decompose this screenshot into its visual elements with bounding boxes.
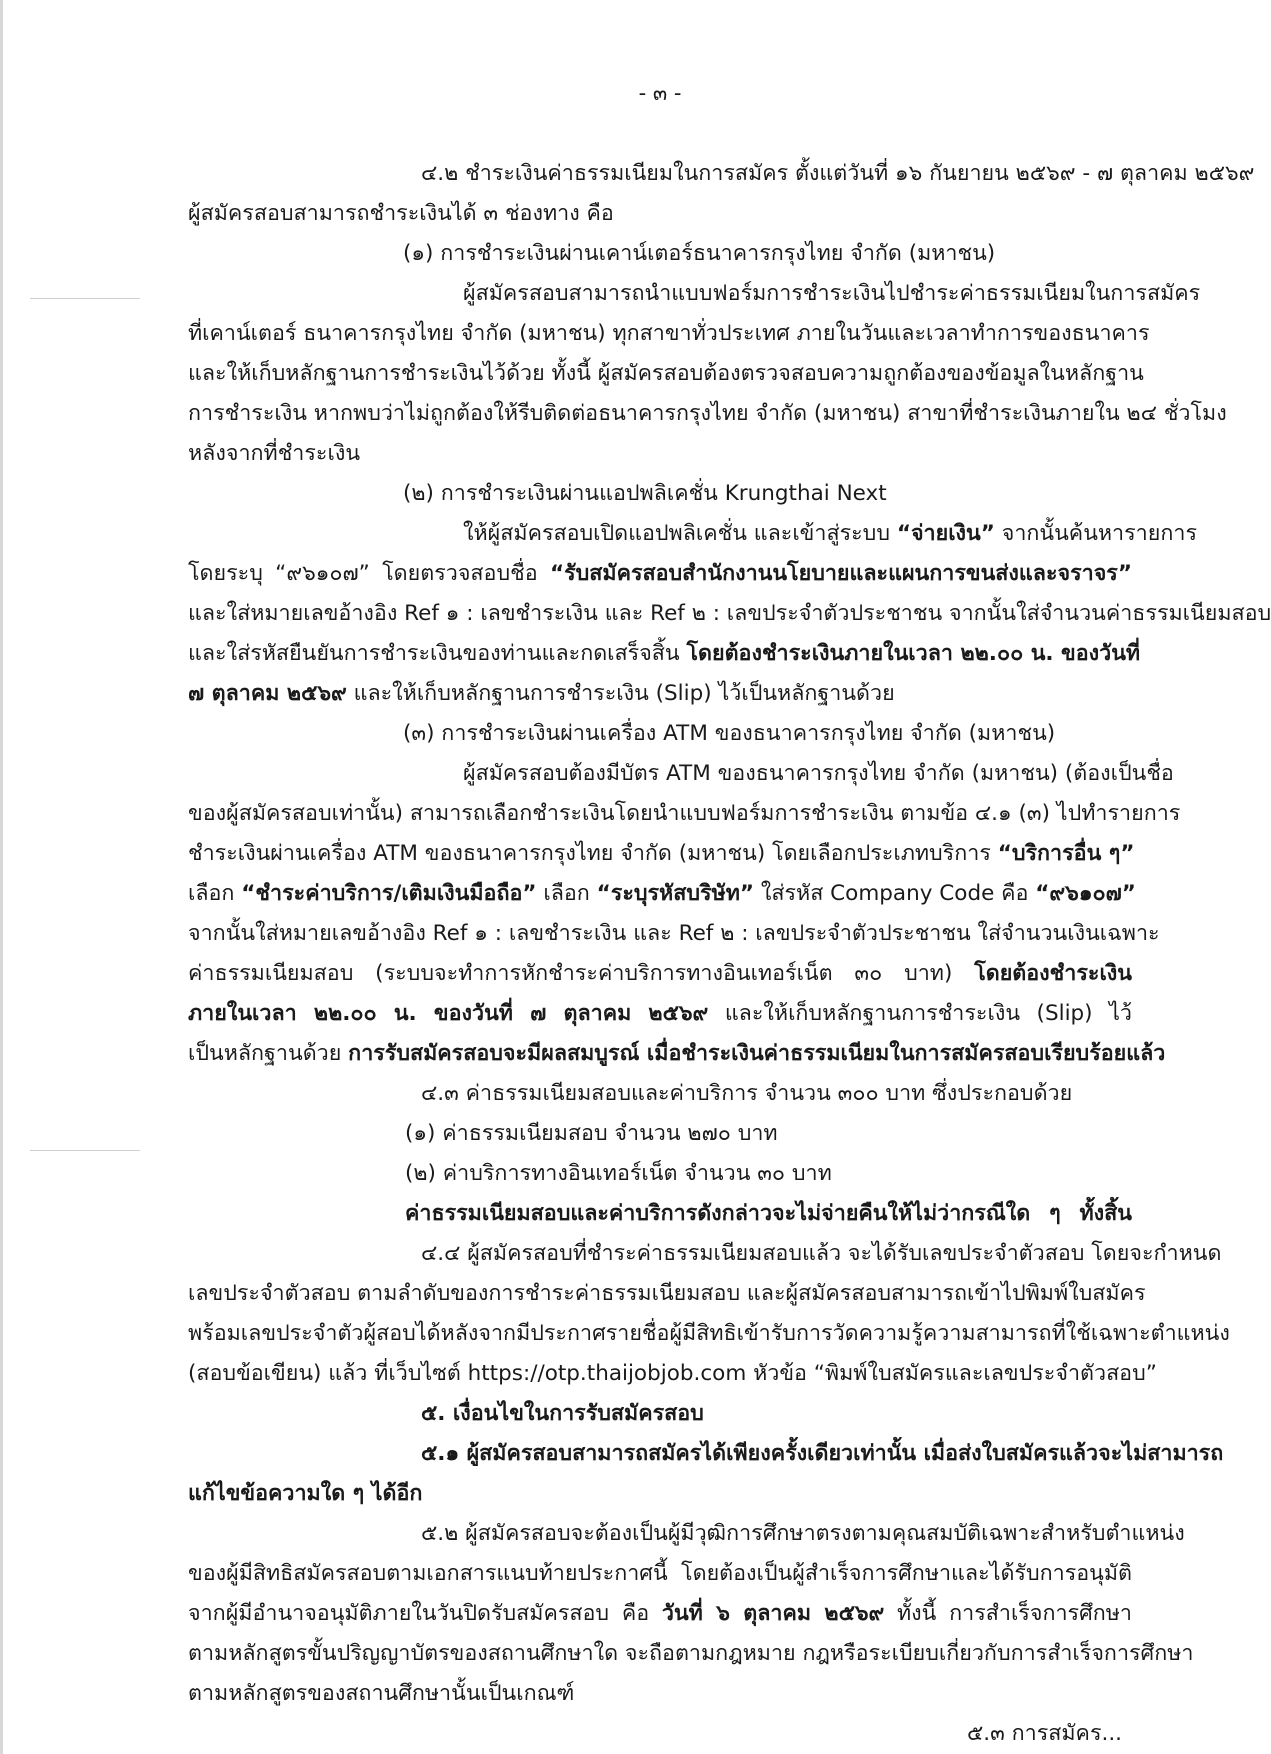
document-body bbox=[188, 154, 1271, 1754]
scan-edge bbox=[0, 0, 3, 1754]
text-segment: หลังจากที่ชำระเงิน bbox=[188, 441, 361, 466]
text-line bbox=[188, 434, 1132, 474]
text-line bbox=[188, 1194, 1132, 1234]
text-segment: จากผู้มีอำนาจอนุมัติภายในวันปิดรับสมัครสอบ คือ bbox=[188, 1601, 662, 1626]
text-line bbox=[188, 1034, 1166, 1074]
text-line bbox=[188, 154, 1255, 194]
text-segment: ๗ ตุลาคม ๒๕๖๙ bbox=[188, 681, 347, 706]
text-line bbox=[188, 1354, 1157, 1394]
text-line bbox=[188, 394, 1227, 434]
text-line bbox=[188, 1314, 1230, 1354]
text-segment: ภายในเวลา ๒๒.๐๐ น. ของวันที่ ๗ ตุลาคม ๒๕๖๙ bbox=[188, 1001, 709, 1026]
text-segment: ๕.๒ ผู้สมัครสอบจะต้องเป็นผู้มีวุฒิการศึกษาตรงตามคุณสมบัติเฉพาะสำหรับตำแหน่ง bbox=[421, 1521, 1185, 1546]
text-line bbox=[188, 594, 1271, 634]
text-line bbox=[188, 874, 1136, 914]
text-segment: โดยต้องชำระเงินภายในเวลา ๒๒.๐๐ น. ของวันที่ bbox=[686, 641, 1141, 666]
text-line bbox=[188, 314, 1150, 354]
text-line bbox=[188, 674, 1132, 714]
text-segment: วันที่ ๖ ตุลาคม ๒๕๖๙ bbox=[661, 1601, 885, 1626]
text-line bbox=[188, 1594, 1132, 1634]
text-segment: แก้ไขข้อความใด ๆ ได้อีก bbox=[188, 1481, 423, 1506]
text-segment: การชำระเงิน หากพบว่าไม่ถูกต้องให้รีบติดต่อธนาคารกรุงไทย จำกัด (มหาชน) สาขาที่ชำระเงินภายใน ๒๔ ชั่วโมง bbox=[188, 401, 1227, 426]
text-line bbox=[188, 194, 1132, 234]
text-line bbox=[188, 914, 1160, 954]
text-segment: (๒) การชำระเงินผ่านแอปพลิเคชั่น Krungthai Next bbox=[403, 481, 887, 506]
text-segment: ผู้สมัครสอบต้องมีบัตร ATM ของธนาคารกรุงไทย จำกัด (มหาชน) (ต้องเป็นชื่อ bbox=[463, 761, 1174, 786]
text-segment: “ระบุรหัสบริษัท” bbox=[596, 881, 755, 906]
text-segment: (๑) การชำระเงินผ่านเคาน์เตอร์ธนาคารกรุงไทย จำกัด (มหาชน) bbox=[403, 241, 996, 266]
text-line bbox=[188, 834, 1135, 874]
text-line bbox=[188, 1434, 1224, 1474]
text-segment: ผู้สมัครสอบสามารถนำแบบฟอร์มการชำระเงินไปชำระค่าธรรมเนียมในการสมัคร bbox=[463, 281, 1201, 306]
text-line bbox=[188, 474, 1132, 514]
text-line bbox=[188, 1474, 1132, 1514]
text-line bbox=[188, 1634, 1194, 1674]
text-segment: ตามหลักสูตรขั้นปริญญาบัตรของสถานศึกษาใด จะถือตามกฎหมาย กฎหรือระเบียบเกี่ยวกับการสำเร็จการศึกษา bbox=[188, 1641, 1194, 1666]
text-segment: “ชำระค่าบริการ/เติมเงินมือถือ” bbox=[241, 881, 537, 906]
text-line bbox=[188, 354, 1144, 394]
text-line bbox=[188, 994, 1132, 1034]
text-segment: โดยต้องชำระเงิน bbox=[974, 961, 1132, 986]
text-segment: ชำระเงินผ่านเครื่อง ATM ของธนาคารกรุงไทย จำกัด (มหาชน) โดยเลือกประเภทบริการ bbox=[188, 841, 998, 866]
text-segment: ทั้งนี้ การสำเร็จการศึกษา bbox=[884, 1601, 1132, 1626]
text-segment: เลขประจำตัวสอบ ตามลำดับของการชำระค่าธรรมเนียมสอบ และผู้สมัครสอบสามารถเข้าไปพิมพ์ใบสมัคร bbox=[188, 1281, 1146, 1306]
text-line bbox=[188, 274, 1201, 314]
text-line bbox=[188, 1274, 1146, 1314]
text-line bbox=[188, 954, 1132, 994]
text-line bbox=[188, 1554, 1132, 1594]
text-line bbox=[188, 1154, 1132, 1194]
text-segment: ตามหลักสูตรของสถานศึกษานั้นเป็นเกณฑ์ bbox=[188, 1681, 575, 1706]
text-segment: จากนั้นใส่หมายเลขอ้างอิง Ref ๑ : เลขชำระเงิน และ Ref ๒ : เลขประจำตัวประชาชน ใส่จำนวนเงินเฉพาะ bbox=[188, 921, 1160, 946]
text-segment: ๔.๒ ชำระเงินค่าธรรมเนียมในการสมัคร ตั้งแต่วันที่ ๑๖ กันยายน ๒๕๖๙ - ๗ ตุลาคม ๒๕๖๙ bbox=[421, 161, 1255, 186]
text-segment: ใส่รหัส Company Code คือ bbox=[754, 881, 1036, 906]
text-segment: (สอบข้อเขียน) แล้ว ที่เว็บไซต์ https://otp.thaijobjob.com หัวข้อ “พิมพ์ใบสมัครและเลขประจำตัวสอบ” bbox=[188, 1361, 1157, 1386]
text-line bbox=[188, 794, 1181, 834]
document-page bbox=[188, 76, 1271, 1754]
text-line bbox=[188, 754, 1174, 794]
text-segment: “จ่ายเงิน” bbox=[896, 521, 995, 546]
text-segment: (๑) ค่าธรรมเนียมสอบ จำนวน ๒๗๐ บาท bbox=[405, 1121, 778, 1146]
text-segment: พร้อมเลขประจำตัวผู้สอบได้หลังจากมีประกาศรายชื่อผู้มีสิทธิเข้ารับการวัดความรู้ความสามารถที่ใช้เฉพาะตำแหน่ง bbox=[188, 1321, 1230, 1346]
text-segment: เลือก bbox=[188, 881, 242, 906]
text-segment: ของผู้มีสิทธิสมัครสอบตามเอกสารแนบท้ายประกาศนี้ โดยต้องเป็นผู้สำเร็จการศึกษาและได้รับการอนุมัติ bbox=[188, 1561, 1132, 1586]
text-segment: และให้เก็บหลักฐานการชำระเงิน (Slip) ไว้เป็นหลักฐานด้วย bbox=[346, 681, 895, 706]
text-segment: ๔.๓ ค่าธรรมเนียมสอบและค่าบริการ จำนวน ๓๐๐ บาท ซึ่งประกอบด้วย bbox=[421, 1081, 1073, 1106]
text-segment: โดยระบุ “๙๖๑๐๗” โดยตรวจสอบชื่อ bbox=[188, 561, 550, 586]
text-segment: ๔.๔ ผู้สมัครสอบที่ชำระค่าธรรมเนียมสอบแล้ว จะได้รับเลขประจำตัวสอบ โดยจะกำหนด bbox=[421, 1241, 1222, 1266]
text-segment: ที่เคาน์เตอร์ ธนาคารกรุงไทย จำกัด (มหาชน) ทุกสาขาทั่วประเทศ ภายในวันและเวลาทำการของธนาคาร bbox=[188, 321, 1150, 346]
text-segment: ๕.๓ การสมัคร... bbox=[966, 1721, 1122, 1746]
text-segment: ๕.๑ ผู้สมัครสอบสามารถสมัครได้เพียงครั้งเดียวเท่านั้น เมื่อส่งใบสมัครแล้วจะไม่สามารถ bbox=[421, 1441, 1224, 1466]
text-line bbox=[188, 1514, 1185, 1554]
text-segment: “บริการอื่น ๆ” bbox=[997, 841, 1135, 866]
text-segment: เลือก bbox=[536, 881, 597, 906]
scan-mark bbox=[30, 298, 140, 299]
text-line bbox=[188, 1234, 1222, 1274]
text-line bbox=[188, 554, 1132, 594]
text-segment: (๒) ค่าบริการทางอินเทอร์เน็ต จำนวน ๓๐ บาท bbox=[405, 1161, 832, 1186]
text-segment: ของผู้สมัครสอบเท่านั้น) สามารถเลือกชำระเงินโดยนำแบบฟอร์มการชำระเงิน ตามข้อ ๔.๑ (๓) ไปทำรายการ bbox=[188, 801, 1181, 826]
text-line bbox=[188, 234, 1132, 274]
scan-mark bbox=[30, 1150, 140, 1151]
text-line bbox=[188, 714, 1132, 754]
text-segment: ค่าธรรมเนียมสอบ (ระบบจะทำการหักชำระค่าบริการทางอินเทอร์เน็ต ๓๐ บาท) bbox=[188, 961, 975, 986]
text-line bbox=[188, 1074, 1132, 1114]
text-line bbox=[188, 1114, 1132, 1154]
text-line bbox=[188, 634, 1141, 674]
text-line bbox=[188, 1674, 1132, 1714]
page-number: - ๓ - bbox=[638, 81, 682, 105]
text-line bbox=[188, 1394, 1132, 1434]
text-segment: และใส่รหัสยืนยันการชำระเงินของท่านและกดเสร็จสิ้น bbox=[188, 641, 687, 666]
text-segment: “๙๖๑๐๗” bbox=[1035, 881, 1136, 906]
text-segment: และให้เก็บหลักฐานการชำระเงิน (Slip) ไว้ bbox=[708, 1001, 1132, 1026]
text-segment: (๓) การชำระเงินผ่านเครื่อง ATM ของธนาคารกรุงไทย จำกัด (มหาชน) bbox=[403, 721, 1056, 746]
text-segment: เป็นหลักฐานด้วย bbox=[188, 1041, 349, 1066]
text-segment: ผู้สมัครสอบสามารถชำระเงินได้ ๓ ช่องทาง คือ bbox=[188, 201, 614, 226]
text-line bbox=[188, 1714, 1132, 1754]
text-line bbox=[188, 514, 1197, 554]
text-segment: ค่าธรรมเนียมสอบและค่าบริการดังกล่าวจะไม่จ่ายคืนให้ไม่ว่ากรณีใด ๆ ทั้งสิ้น bbox=[405, 1201, 1132, 1226]
text-segment: และให้เก็บหลักฐานการชำระเงินไว้ด้วย ทั้งนี้ ผู้สมัครสอบต้องตรวจสอบความถูกต้องของข้อมูลในหลักฐาน bbox=[188, 361, 1144, 386]
text-segment: การรับสมัครสอบจะมีผลสมบูรณ์ เมื่อชำระเงินค่าธรรมเนียมในการสมัครสอบเรียบร้อยแล้ว bbox=[348, 1041, 1166, 1066]
text-segment: และใส่หมายเลขอ้างอิง Ref ๑ : เลขชำระเงิน และ Ref ๒ : เลขประจำตัวประชาชน จากนั้นใส่จำนวนค่าธรรมเนียมสอบ bbox=[188, 601, 1271, 626]
text-segment: ๕. เงื่อนไขในการรับสมัครสอบ bbox=[421, 1401, 704, 1426]
text-segment: ให้ผู้สมัครสอบเปิดแอปพลิเคชั่น และเข้าสู่ระบบ bbox=[463, 521, 897, 546]
text-segment: จากนั้นค้นหารายการ bbox=[994, 521, 1197, 546]
text-segment: “รับสมัครสอบสำนักงานนโยบายและแผนการขนส่งและจราจร” bbox=[549, 561, 1132, 586]
